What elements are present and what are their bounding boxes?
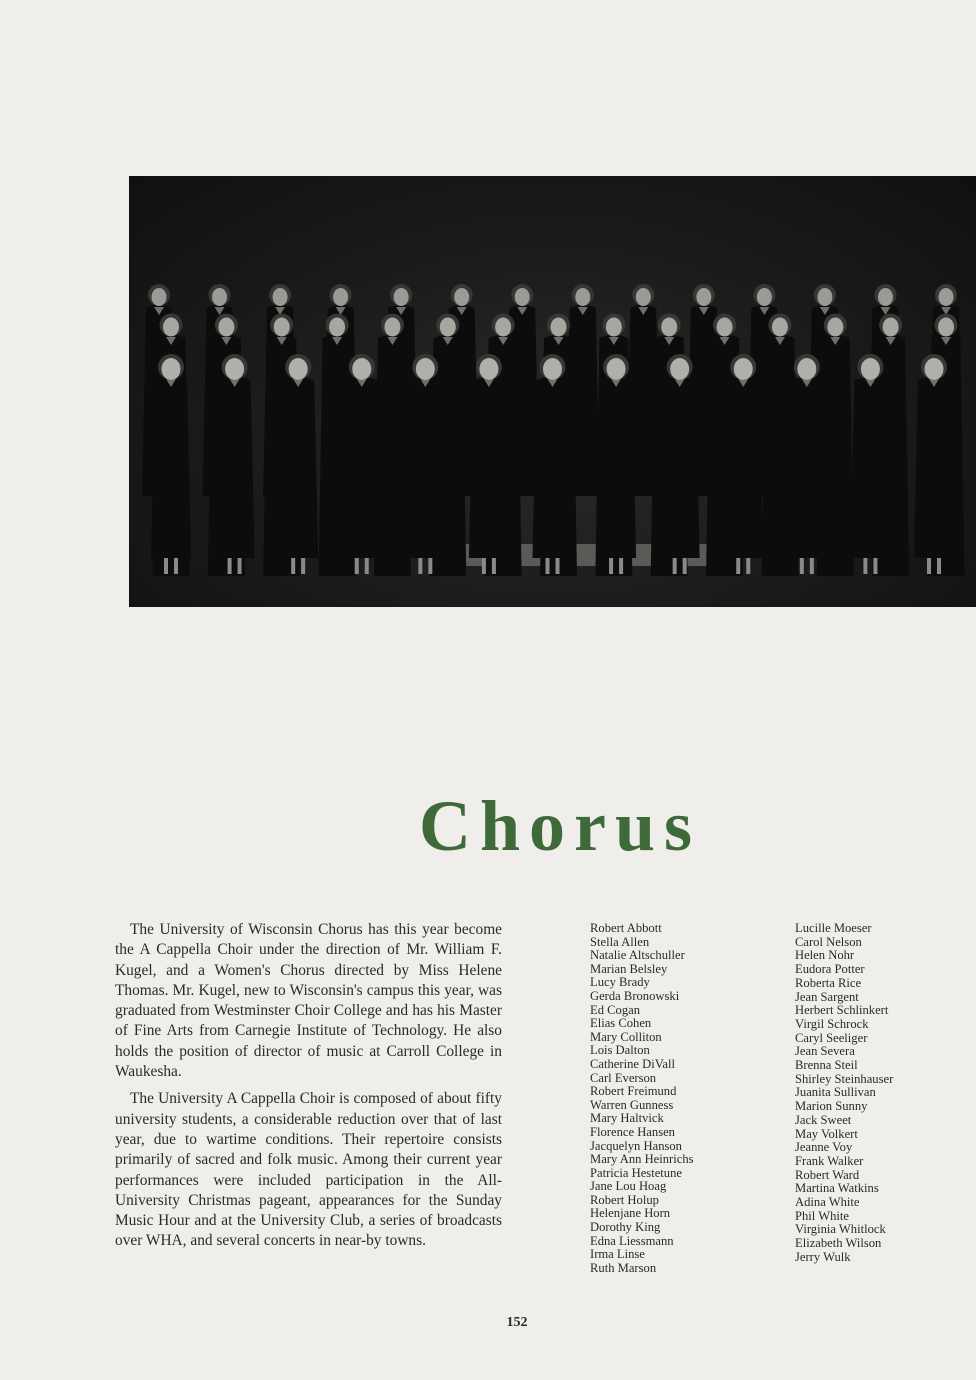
choir-member-figure — [469, 354, 509, 574]
member-name: Virgil Schrock — [795, 1016, 869, 1031]
member-list-column-1 — [590, 922, 694, 1275]
member-name: Lois Dalton — [590, 1043, 650, 1058]
member-name: Elias Cohen — [590, 1016, 652, 1031]
member-name: Jeanne Voy — [795, 1140, 853, 1155]
member-name: Adina White — [795, 1195, 860, 1210]
member-name: Phil White — [795, 1208, 849, 1223]
member-name: Jean Severa — [795, 1044, 855, 1059]
member-name: Jean Sargent — [795, 989, 859, 1004]
member-name: Ruth Marson — [590, 1260, 657, 1275]
choir-member-figure — [215, 354, 255, 574]
member-name: Shirley Steinhauser — [795, 1071, 894, 1086]
choir-figures — [129, 176, 976, 607]
member-name: Virginia Whitlock — [795, 1222, 886, 1237]
member-name: Mary Ann Heinrichs — [590, 1152, 694, 1167]
choir-member-figure — [405, 354, 445, 574]
choir-member-figure — [850, 354, 890, 574]
member-name: Robert Holup — [590, 1192, 659, 1207]
member-name: Martina Watkins — [795, 1181, 879, 1196]
page-number: 152 — [506, 1315, 528, 1330]
member-name: Juanita Sullivan — [795, 1085, 876, 1100]
member-name: Catherine DiVall — [590, 1056, 675, 1071]
paragraph-1: The University of Wisconsin Chorus has this year become the A Cappella Choir under the direction of Mr. William F. Kugel, and a Women's Chorus directed by Miss Helene Thomas. Mr. Kugel, new to Wisconsin's campus this year, was graduated from Westminster Choir College and has his Master of Fine Arts from Carnegie Institute of Technology. He also holds the position of director of music at Carroll College in Waukesha. — [115, 921, 502, 1081]
member-name: Dorothy King — [590, 1220, 661, 1235]
member-name: Jane Lou Hoag — [590, 1179, 667, 1194]
member-name: Roberta Rice — [795, 975, 862, 990]
member-name: Robert Ward — [795, 1167, 860, 1182]
member-name: Carl Everson — [590, 1070, 657, 1085]
member-name: Robert Abbott — [590, 921, 662, 935]
choir-member-figure — [596, 354, 636, 574]
member-name: Caryl Seeliger — [795, 1030, 868, 1045]
choir-member-figure — [342, 354, 382, 574]
member-name: Gerda Bronowski — [590, 988, 680, 1003]
member-name: Lucille Moeser — [795, 921, 872, 935]
member-name: Jerry Wulk — [795, 1249, 851, 1264]
member-name: Edna Liessmann — [590, 1233, 674, 1248]
member-name: Ed Cogan — [590, 1002, 641, 1017]
member-name: Jack Sweet — [795, 1112, 852, 1127]
member-name: Mary Haltvick — [590, 1111, 664, 1126]
choir-member-figure — [660, 354, 700, 574]
member-name: Helen Nohr — [795, 948, 855, 963]
choir-member-figure — [533, 354, 573, 574]
member-name: Robert Freimund — [590, 1084, 677, 1099]
member-name: Natalie Altschuller — [590, 948, 685, 963]
article-body — [115, 920, 502, 1259]
member-name: Florence Hansen — [590, 1124, 675, 1139]
member-name: Herbert Schlinkert — [795, 1003, 889, 1018]
member-list-column-2 — [795, 922, 893, 1265]
member-name: Eudora Potter — [795, 962, 865, 977]
member-name: Carol Nelson — [795, 934, 862, 949]
choir-member-figure — [723, 354, 763, 574]
choir-member-figure — [914, 354, 954, 574]
paragraph-2: The University A Cappella Choir is composed of about fifty university students, a considerable reduction over that of last year, due to wartime conditions. Their repertoire consists primarily of sacred and folk music. Among their current year performances were included participation in the All-University Christmas pageant, appearances for the Sunday Music Hour and at the University Club, a series of broadcasts over WHA, and several concerts in near-by towns. — [115, 1090, 502, 1250]
member-name: Jacquelyn Hanson — [590, 1138, 682, 1153]
member-name: Mary Colliton — [590, 1029, 662, 1044]
member-name: Frank Walker — [795, 1153, 864, 1168]
chorus-group-photo — [129, 176, 976, 607]
member-name: Brenna Steil — [795, 1058, 858, 1073]
member-name: Warren Gunness — [590, 1097, 674, 1112]
member-name: May Volkert — [795, 1126, 858, 1141]
member-name: Marian Belsley — [590, 961, 668, 976]
member-name: Helenjane Horn — [590, 1206, 671, 1221]
choir-member-figure — [278, 354, 318, 574]
member-name: Elizabeth Wilson — [795, 1236, 882, 1251]
choir-member-figure — [151, 354, 191, 574]
member-name: Lucy Brady — [590, 975, 650, 990]
member-name: Marion Sunny — [795, 1099, 868, 1114]
page-title: Chorus — [418, 786, 702, 867]
member-name: Stella Allen — [590, 934, 650, 949]
member-name: Irma Linse — [590, 1247, 645, 1262]
choir-member-figure — [787, 354, 827, 574]
member-name: Patricia Hestetune — [590, 1165, 682, 1180]
